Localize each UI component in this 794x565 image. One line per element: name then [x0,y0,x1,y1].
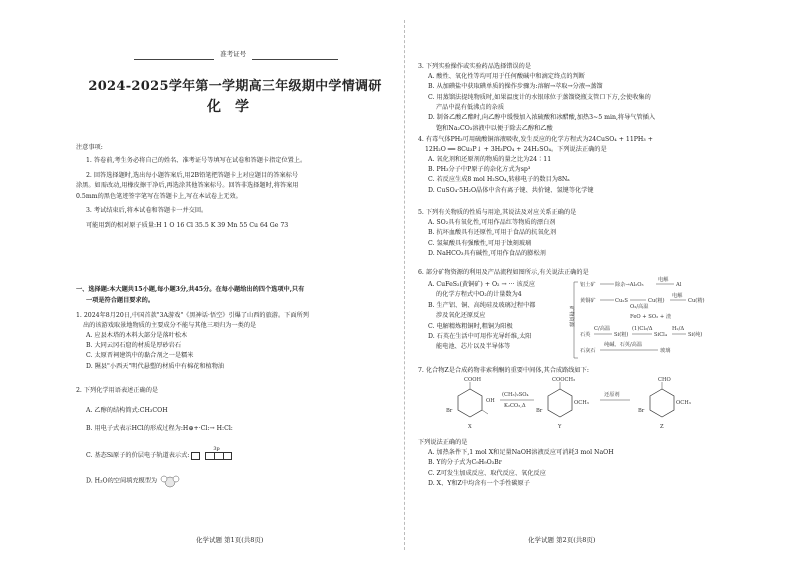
q1-stem: 1. 2024年8月20日,中国首款"3A游戏"《黑神话·悟空》引爆了山西的旅游。下面所列 [76,312,309,319]
soda-label: 纯碱、石英/高温 [604,342,643,348]
q5-option-d: D. NaHCO₃具有碱性,可用作食品的膨松剂 [428,250,546,258]
cu-pure-label: Cu(精) [688,298,705,304]
svg-text:CHO: CHO [658,377,671,383]
molecule-y [536,377,589,430]
subject-title: 化学 [207,99,263,115]
q2-option-d-text: D. H₂O的空间填充模型为 [86,477,158,485]
page-footer-left: 化学试题 第1页(共8页) [196,536,264,544]
sicl4-label: SiCl₄ [654,332,667,338]
lime-label: 石灰石 [580,348,596,354]
q5-option-c: C. 氢氟酸具有强酸性,可用于蚀刻玻璃 [428,239,532,247]
note-line: 3. 考试结束后,将本试卷和答题卡一并交回。 [86,207,208,215]
svg-text:OCH₃: OCH₃ [676,400,691,406]
svg-text:X: X [468,424,472,430]
page-footer-right: 化学试题 第2页(共8页) [528,536,596,544]
question-5 [418,208,728,259]
q7-option-d: D. X、Y和Z中均含有一个手性碳原子 [428,480,530,488]
q3-option-a: A. 酸性、氧化性等均可用于任何酸碱中和滴定终点的判断 [428,72,585,80]
q6-options [418,280,568,353]
electrolysis-label: 电解 [658,277,669,283]
svg-text:COOCH₃: COOCH₃ [552,377,576,383]
svg-text:Br: Br [638,408,645,414]
q2-option-b: B. 用电子式表示HCl的形成过程为:H⊕+·Cl:→ H:Cl: [86,425,233,433]
q7-option-b: B. Y的分子式为C₉H₉O₃Br [428,459,502,467]
mineral-flow-diagram [568,278,728,362]
q7-sub-stem: 下列说法正确的是 [418,439,468,446]
q4-stem: 4. 有毒气体PH₃可用硫酸铜溶液吸收,发生反应的化学方程式为24CuSO₄ + 11PH₃ + [418,136,653,143]
svg-text:Y: Y [558,424,562,430]
al-label: Al [676,282,682,288]
hcl-label: (1)Cl₂/Δ [632,326,653,332]
name-blank [134,59,214,60]
q6-option-b: B. 生产铝、铜、高纯硅及玻璃过程中都 [428,301,536,309]
water-model-icon [159,475,181,487]
notes-heading: 注意事项: [76,144,103,151]
chalco-label: 黄铜矿 [580,298,596,304]
q1-option-d: D. 隰县"小西天"明代悬塑的材质中有棉花和植物油 [86,362,225,370]
o2-label: O₂/高温 [630,304,649,310]
svg-text:COOH: COOH [464,377,481,383]
q7-stem: 7. 化合物Z是合成药物非索利酮的重要中间体,其合成路线如下: [418,367,589,374]
q7-option-c: C. Z可发生加成反应、取代反应、氧化反应 [428,469,546,477]
section-heading-line: 一、选择题:本大题共15小题,每小题3分,共45分。在每小题给出的四个选项中,只有 [76,286,305,293]
cu-crude-label: Cu(粗) [648,298,665,304]
q4-option-d: D. CuSO₄·5H₂O晶体中含有离子键、共价键、氢键等化学键 [428,186,594,194]
svg-text:OCH₃: OCH₃ [574,400,589,406]
q1-option-b: B. 大同云冈石窟的材质是厚砂岩石 [86,342,182,349]
section-heading [76,284,394,306]
svg-text:OH: OH [486,398,495,404]
q3-option-d-cont: 饱和Na₂CO₃溶液中以便于除去乙醇和乙酸 [436,124,553,132]
question-1 [76,311,394,372]
q1-option-a: A. 应县木塔的木料大部分是落叶松木 [86,331,188,339]
q2-option-c [76,445,394,461]
q3-option-b: B. 从加碘盐中获取碘单质的操作步骤为:溶解→萃取→分液→蒸馏 [428,83,603,91]
q4-option-c: C. 若反应生成8 mol H₂SO₄,转移电子的数目为8Nₐ [428,176,570,184]
left-column [76,0,394,565]
q4-option-b: B. PH₃分子中P原子的杂化方式为sp³ [428,166,531,173]
q6-stem: 6. 部分矿物资源的利用及产品流程如图所示,有关说法正确的是 [418,269,589,276]
orbital-divider [223,452,224,460]
q1-stem: 出的该游戏取景地物质的主要成分不能与其他三项归为一类的是 [83,321,257,329]
bauxite-label: 铝土矿 [580,282,596,288]
question-4 [418,135,728,196]
molecule-z [638,377,691,430]
q4-stem: 12H₂O ══ 8Cu₃P↓ + 3H₃PO₄ + 24H₂SO₄。下列说法正确的是 [425,145,607,153]
question-3 [418,62,728,134]
q2-option-d [76,475,394,487]
cu2s-label: Cu₂S [615,298,628,304]
h2-label: H₂/Δ [672,326,685,332]
svg-text:Z: Z [660,424,664,430]
electrolysis-label-2: 电解 [672,293,683,299]
q5-option-a: A. SO₂具有氧化性,可用作品红等物质的漂白剂 [428,218,556,226]
page-divider [404,20,405,550]
c-high-label: C/高温 [594,326,611,332]
q5-option-b: B. 抗坏血酸具有还原性,可用于食品的抗氧化剂 [428,229,557,237]
q6-option-a: A. CuFeS₂(黄铜矿) + O₂ → ··· 该反应 [428,281,536,288]
reagent-1: (CH₃)₂SO₄ [502,392,529,398]
q6-option-c: C. 电解精炼粗铜时,粗铜为阳极 [428,322,513,330]
q3-option-c: C. 用蒸馏法提纯物质时,如果温度计的水银球位于蒸馏烧瓶支管口下方,会使收集的 [428,93,651,101]
orbital-diagram [191,445,247,460]
note-line: 0.5mm的黑色笔迹签字笔写在答题卡上,写在本试卷上无效。 [76,192,242,200]
question-2 [76,386,394,487]
q2-option-a: A. 乙醇的结构简式:CH₃COH [86,406,168,414]
note-line: 2. 回答选择题时,选出每小题答案后,用2B铅笔把答题卡上对应题目的答案标号 [86,171,299,179]
glass-label: 玻璃 [660,348,671,354]
svg-text:Br: Br [536,408,543,414]
feo-label: FeO + SO₂ + 渣 [630,314,672,320]
q3-option-d: D. 制备乙酸乙酯时,向乙醇中缓慢加入浓硫酸和冰醋酸,加热3~5 min,将导气管插入 [428,114,656,122]
q7-options [418,438,728,489]
exam-id-label: 准考证号 [220,50,247,58]
q7-option-a: A. 加热条件下,1 mol X和足量NaOH溶液反应可消耗3 mol NaOH [428,448,614,456]
reagent-1b: K₂CO₃,Δ [504,403,526,409]
atomic-mass-line: 可能用到的相对原子质量:H 1 O 16 Cl 35.5 K 39 Mn 55 Cu 64 Ge 73 [86,221,289,229]
question-7 [418,366,728,488]
quartz-label: 石英 [580,332,591,338]
question-6 [418,268,728,354]
section-heading-line: 一项是符合题目要求的。 [86,297,155,304]
q5-stem: 5. 下列有关物质的性质与用途,其说法及对应关系正确的是 [418,209,577,216]
q6-option-a-cont: 的化学方程式中O₂的计量数为4 [436,291,522,299]
orbital-label: 3p [213,445,220,452]
reagent-2: 还原剂 [604,392,620,398]
synthesis-route [428,376,718,432]
q6-option-d-cont: 能电池、芯片以及半导体等 [436,343,511,351]
si-crude-label: Si(粗) [614,332,629,338]
orbital-box-3s [191,452,200,460]
right-column [418,0,728,565]
notes [76,156,394,232]
svg-text:Br: Br [446,408,453,414]
q6-option-b-cont: 涉及氧化还原反应 [436,312,486,320]
q3-stem: 3. 下列实验操作或实验药品选择错误的是 [418,63,532,70]
note-line: 1. 答卷前,考生务必将自己的姓名、准考证号等填写在试卷和答题卡指定位置上。 [86,157,307,164]
q4-option-a: A. 氧化剂和还原剂的物质的量之比为24∶11 [428,155,552,163]
q6-option-d: D. 石英在生活中可用作光导纤维,太阳 [428,333,532,341]
q1-option-c: C. 太原晋祠建筑中的黏合剂之一是糯米 [86,352,194,360]
group-label: 矿物资源 [568,306,574,327]
molecule-x [446,377,495,430]
exam-id-blank [252,59,338,60]
q2-stem: 2. 下列化学用语表述正确的是 [76,387,159,394]
exam-id-line [134,50,394,60]
exam-title: 2024-2025学年第一学期高三年级期中学情调研 [88,79,382,94]
note-line: 涂黑。如需改动,用橡皮擦干净后,再选涂其他答案标号。回答非选择题时,将答案用 [76,182,299,190]
al2o3-label: 除杂→Al₂O₃ [615,282,644,288]
si-pure-label: Si(纯) [688,332,703,338]
q2-option-c-text: C. 基态Si原子的价层电子轨道表示式: [86,451,190,459]
q3-option-c-cont: 产品中混有低沸点的杂质 [436,104,505,112]
